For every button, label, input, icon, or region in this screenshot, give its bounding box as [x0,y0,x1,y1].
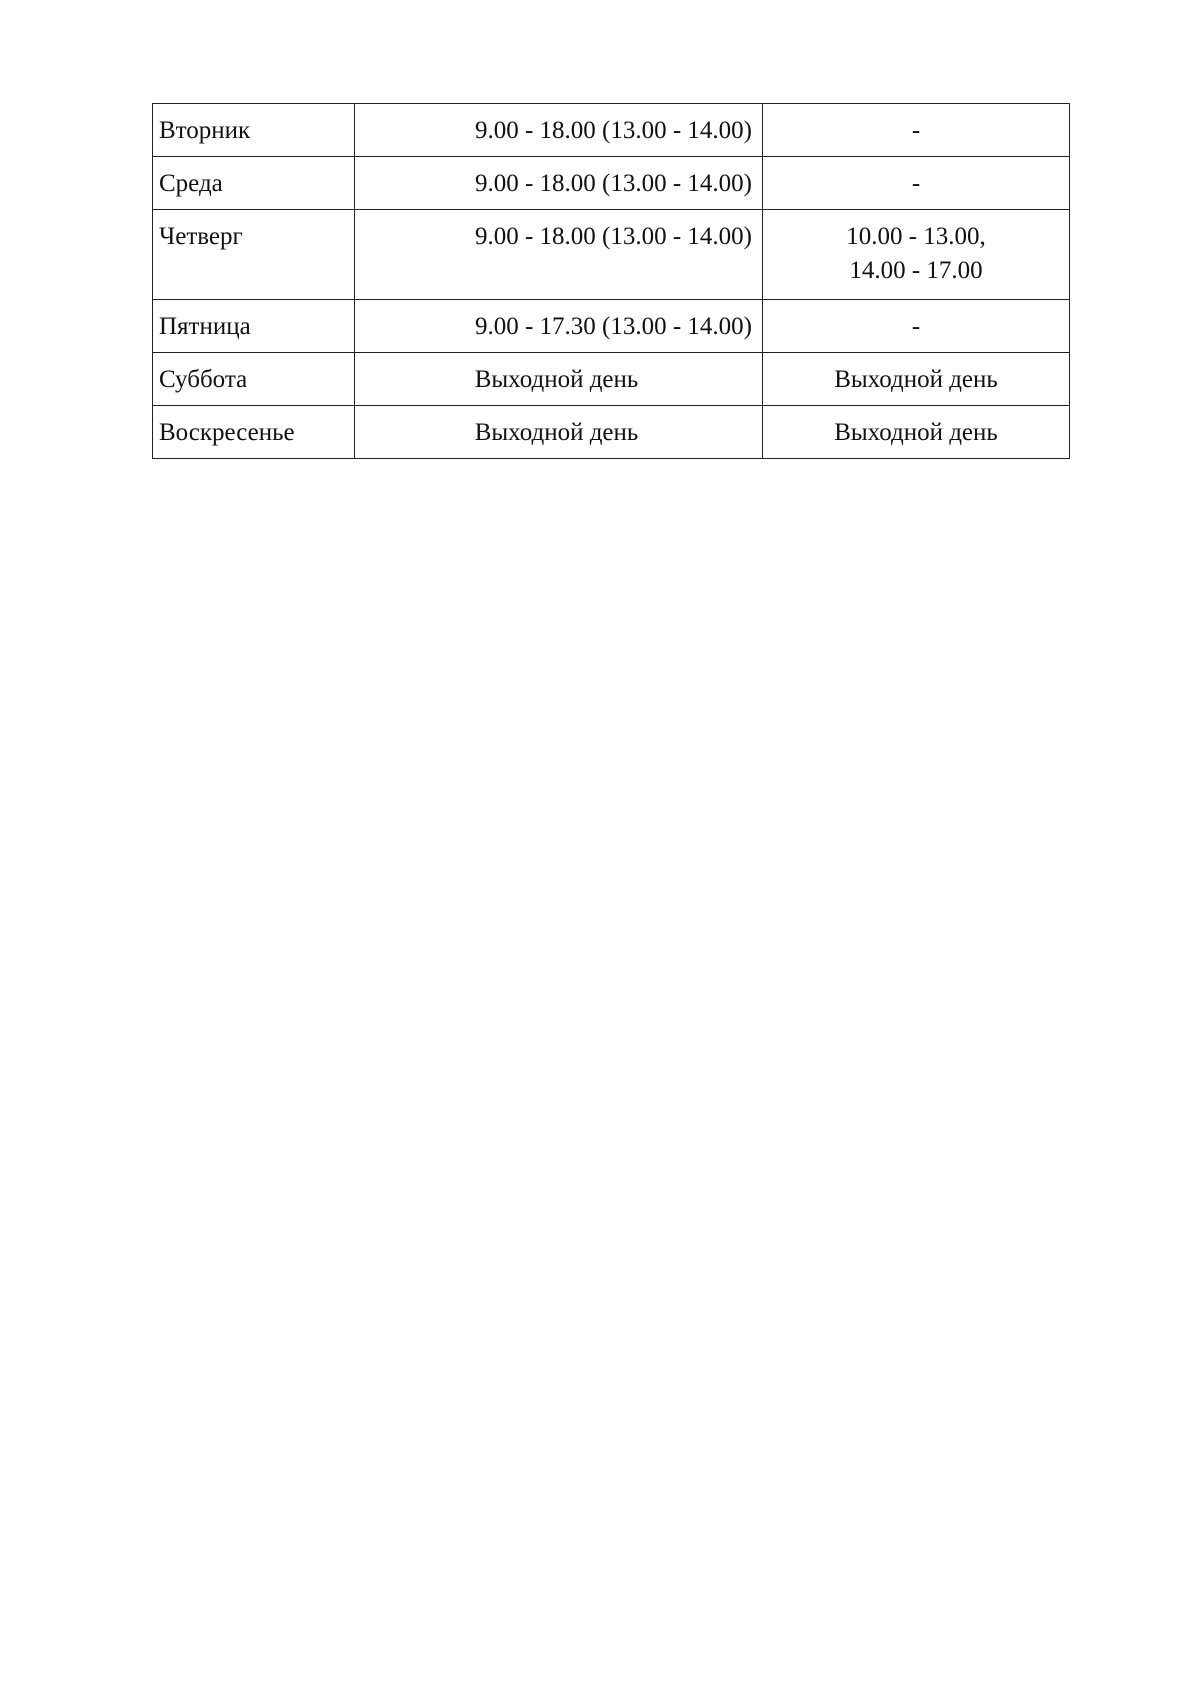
work-hours-cell: 9.00 - 18.00 (13.00 - 14.00) [355,104,763,157]
reception-hours-cell: - [763,104,1070,157]
reception-hours-cell: Выходной день [763,353,1070,406]
day-cell: Воскресенье [153,406,355,459]
day-cell: Суббота [153,353,355,406]
work-hours-cell: Выходной день [355,353,763,406]
day-cell: Четверг [153,210,355,300]
day-cell: Вторник [153,104,355,157]
table-row [153,300,1070,353]
work-hours-cell: Выходной день [355,406,763,459]
schedule-table [152,103,1070,459]
table-row [153,210,1070,300]
reception-hours-cell: Выходной день [763,406,1070,459]
work-hours-cell: 9.00 - 18.00 (13.00 - 14.00) [355,157,763,210]
work-hours-cell: 9.00 - 18.00 (13.00 - 14.00) [355,210,763,300]
table-row [153,353,1070,406]
reception-hours-line: 14.00 - 17.00 [849,257,983,284]
work-hours-cell: 9.00 - 17.30 (13.00 - 14.00) [355,300,763,353]
table-row [153,157,1070,210]
table-row [153,406,1070,459]
table-row [153,104,1070,157]
reception-hours-line: 10.00 - 13.00, [846,223,986,250]
reception-hours-cell: - [763,300,1070,353]
day-cell: Пятница [153,300,355,353]
reception-hours-cell: - [763,157,1070,210]
reception-hours-cell [763,210,1070,300]
day-cell: Среда [153,157,355,210]
